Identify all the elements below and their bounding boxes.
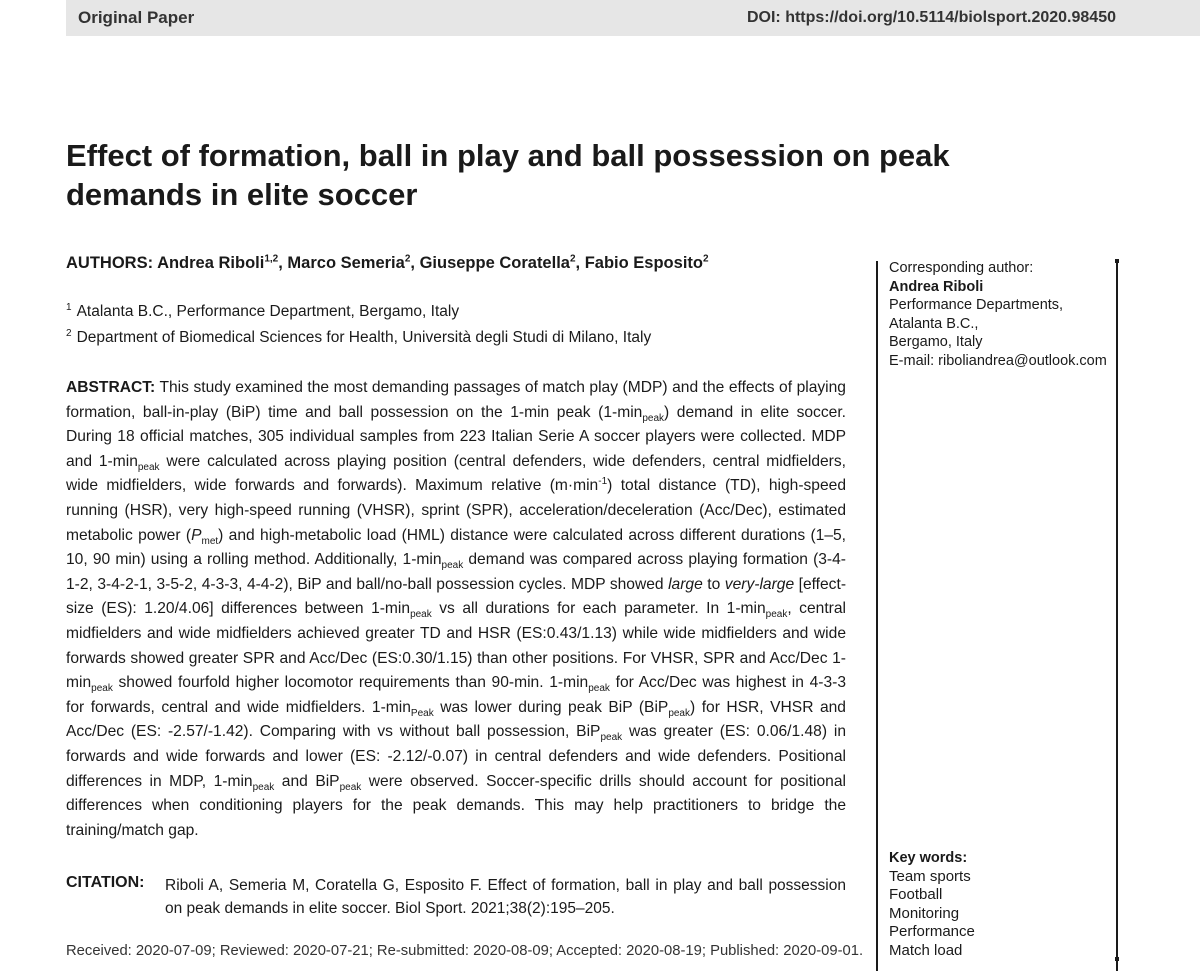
affiliation-1 [66,303,459,321]
affiliation-2 [66,329,651,347]
author-list: Andrea Riboli$^{1,2}$, Marco Semeria$^2$, Giuseppe Coratella$^2$, Fabio Esposito$^2$ [157,253,709,272]
abstract-text: This study examined the most demanding passages of match play (MDP) and the effects of playing formation, ball-in-play (BiP) time and ball possession on the 1-min peak $(1-\min_{peak})$ demand in elite soccer. During 18 official matches, 305 individual samples from 223 Italian Serie A soccer players were collected. MDP and $1-\min_{peak}$ were calculated across playing position (central defenders, wide defenders, central midfielders, wide midfielders, wide forwards and forwards). Maximum relative $(m\cdot\min^{-1})$ total distance (TD), high-speed running (HSR), very high-speed running (VHSR), sprint (SPR), acceleration/deceleration (Acc/Dec), estimated metabolic power $(P_{met})$ and high-metabolic load (HML) distance were calculated across different durations (1–5, 10, 90 min) using a rolling method. Additionally, $1-\min_{peak}$ demand was compared across playing formation (3-4-1-2, 3-4-2-1, 3-5-2, 4-3-3, 4-4-2), BiP and ball/no-ball possession cycles. MDP showed large to very-large [effect-size (ES): 1.20/4.06] differences between $1-\min_{peak}$ vs all durations for each parameter. In $1-\min_{peak}$, central midfielders and wide midfielders achieved greater TD and HSR (ES:0.43/1.13) while wide midfielders and wide forwards showed greater SPR and Acc/Dec (ES:0.30/1.15) than other positions. For VHSR, SPR and Acc/Dec $1-\min_{peak}$ showed fourfold higher locomotor requirements than 90-min. $1-\min_{peak}$ for Acc/Dec was highest in 4-3-3 for forwards, central and wide midfielders. $1-\min_{Peak}$ was lower during peak BiP (BiP$_{peak}$) for HSR, VHSR and Acc/Dec (ES: -2.57/-1.42). Comparing with vs without ball possession, BiP$_{peak}$ was greater (ES: 0.06/1.48) in forwards and wide forwards and lower (ES: -2.12/-0.07) in central defenders and wide defenders. Positional differences in MDP, $1-\min_{peak}$ and BiP$_{peak}$ were observed. Soccer-specific drills should account for positional differences when conditioning players for the peak demands. This may help practitioners to bridge the training/match gap. [66,379,847,839]
doi-link[interactable]: DOI: https://doi.org/10.5114/biolsport.2020.98450 [746,9,1116,26]
citation-label: CITATION: [66,874,145,891]
title-line: demands in elite soccer [66,177,418,212]
corresponding-line: Atalanta B.C., [889,315,979,332]
abstract-label: ABSTRACT: [66,379,156,396]
publication-dates: Received: 2020-07-09; Reviewed: 2020-07-21; Re-submitted: 2020-08-09; Accepted: 2020-08-19; Published: 2020-09-01. [66,943,864,959]
header-bar [66,0,1200,36]
article-type-label: Original Paper [78,8,195,27]
keyword-item: Team sports [889,867,971,885]
affiliation-text: Department of Biomedical Sciences for Health, Università degli Studi di Milano, Italy [76,329,652,346]
corresponding-line: Bergamo, Italy [889,334,983,350]
authors-line [66,254,846,273]
author-name: Marco Semeria [287,254,405,272]
corresponding-line: Performance Departments, [889,297,1064,313]
corresponding-author [889,259,1119,370]
citation-text: Riboli A, Semeria M, Coratella G, Esposito F. Effect of formation, ball in play and ball possession on peak demands in elite soccer. Biol Sport. 2021;38(2):195–205. [165,877,846,917]
author-affiliation-sup: 1,2 [264,253,279,265]
corresponding-email[interactable]: E-mail: riboliandrea@outlook.com [889,352,1107,369]
keywords-box [889,849,1109,960]
affiliation-text: Atalanta B.C., Performance Department, Bergamo, Italy [76,303,460,320]
keyword-item: Football [889,886,943,903]
abstract [66,376,846,843]
author-affiliation-sup: 2 [569,253,576,265]
author-name: Fabio Esposito [584,254,703,272]
corresponding-name: Andrea Riboli [889,278,984,295]
keyword-item: Performance [889,923,975,940]
affiliation-number: 1 [66,301,72,313]
title-line: Effect of formation, ball in play and ball possession on peak [66,138,950,173]
author-name: Andrea Riboli [157,254,265,272]
corresponding-label: Corresponding author: [889,260,1034,276]
paper-title [66,136,1046,214]
sidebar-rule-cap [1115,957,1119,961]
author-affiliation-sup: 2 [404,253,411,265]
author-name: Giuseppe Coratella [419,254,570,272]
keyword-item: Monitoring [889,904,960,922]
authors-label: AUTHORS: [66,254,154,272]
affiliation-number: 2 [66,327,72,339]
keyword-item: Match load [889,941,963,959]
author-affiliation-sup: 2 [702,253,709,265]
sidebar-left-rule [876,261,878,971]
keywords-label: Key words: [889,850,968,866]
